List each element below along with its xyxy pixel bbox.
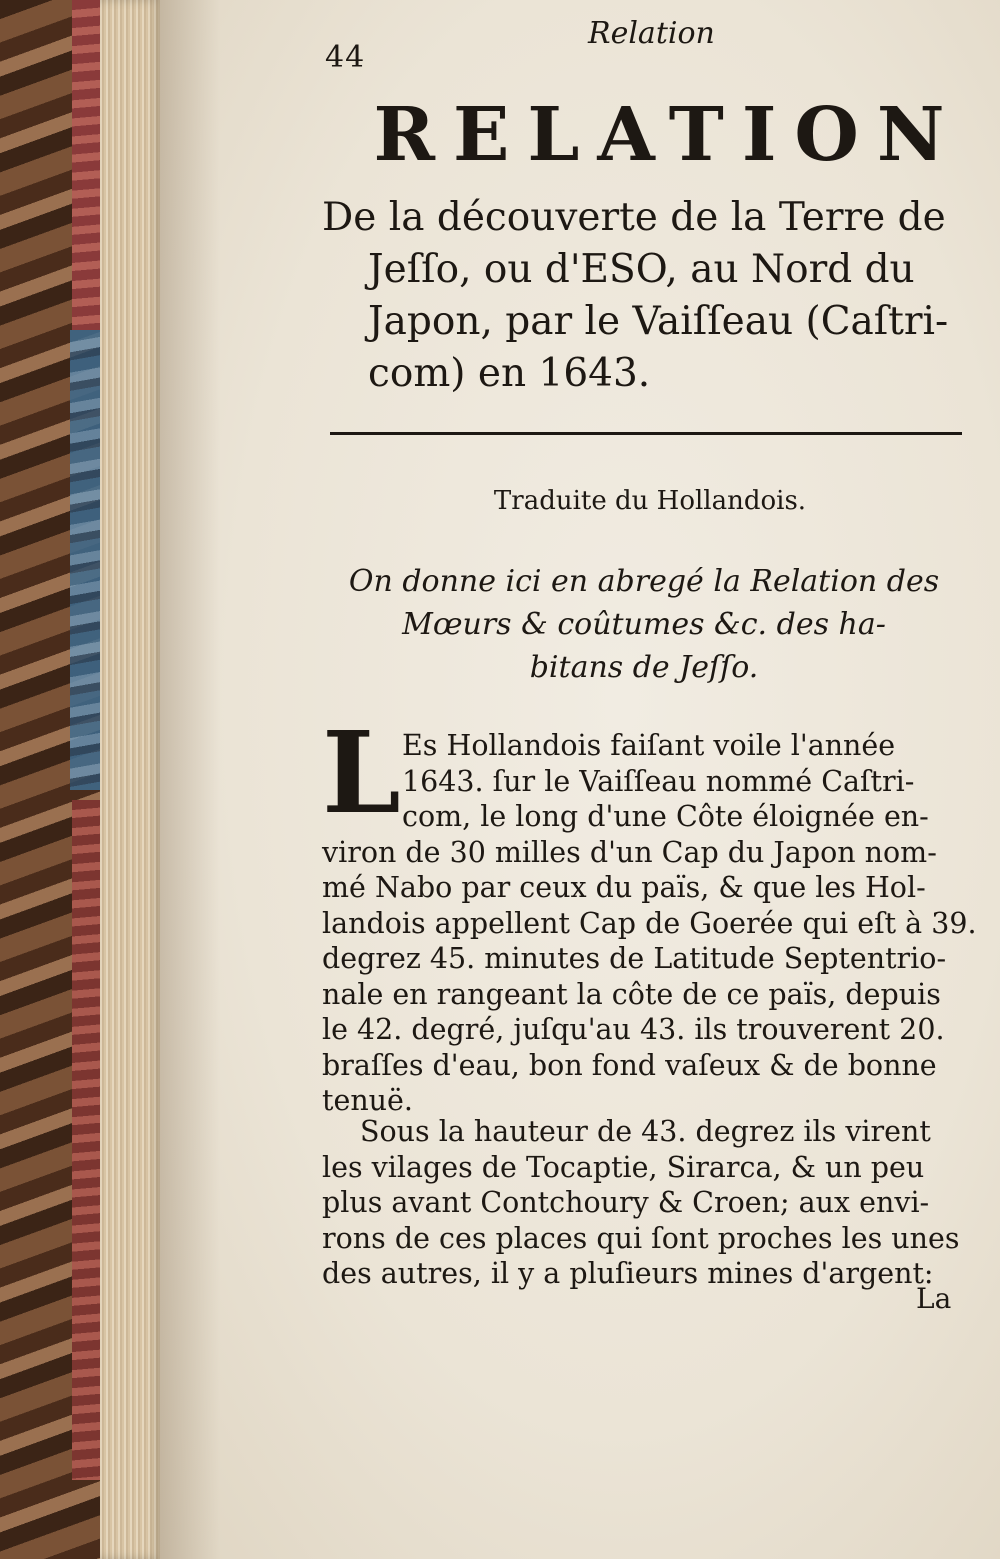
horizontal-rule <box>330 432 962 435</box>
drop-cap: L <box>322 708 401 839</box>
page-edges <box>100 0 162 1559</box>
abstract-note <box>346 560 942 689</box>
text-line: plus avant Contchoury & Croen; aux envi- <box>322 1186 930 1219</box>
text-line: degrez 45. minutes de Latitude Septentrio- <box>322 942 947 975</box>
text-line: Es Hollandois faiſant voile l'année <box>402 729 896 762</box>
text-line: des autres, il y a pluſieurs mines d'argent: <box>322 1257 934 1290</box>
text-line: Sous la hauteur de 43. degrez ils virent <box>360 1115 931 1148</box>
text-line: les vilages de Tocaptie, Sirarca, & un peu <box>322 1150 925 1184</box>
book-page <box>160 0 1000 1559</box>
text-line: le 42. degré, juſqu'au 43. ils trouverent 20. <box>322 1013 945 1046</box>
abstract-line: On donne ici en abregé la Relation des <box>348 564 940 599</box>
subtitle-line: De la découverte de la Terre de <box>322 195 946 240</box>
text-line: com, le long d'une Côte éloignée en- <box>402 800 929 833</box>
subtitle-line: com) en 1643. <box>368 351 651 396</box>
subtitle-line: Jeſſo, ou d'ESO, au Nord du <box>368 247 915 292</box>
text-line: rons de ces places qui ſont proches les unes <box>322 1221 960 1255</box>
running-head: Relation <box>588 16 715 51</box>
subtitle-line: Japon, par le Vaiſſeau (Caſtri- <box>368 299 949 344</box>
paragraph-1 <box>322 728 977 1119</box>
text-line: braſſes d'eau, bon fond vaſeux & de bonne <box>322 1048 937 1082</box>
gutter-shadow <box>160 0 220 1559</box>
page-number: 44 <box>325 40 366 75</box>
paragraph-2 <box>322 1114 960 1292</box>
translation-note: Traduite du Hollandois. <box>493 486 807 516</box>
text-line: 1643. ſur le Vaiſſeau nommé Caſtri- <box>402 764 915 798</box>
page-title: RELATION <box>373 92 963 178</box>
text-line: tenuë. <box>322 1084 413 1117</box>
abstract-line: bitans de Jeſſo. <box>529 650 759 685</box>
text-line: nale en rangeant la côte de ce païs, depuis <box>322 977 941 1011</box>
text-line: landois appellent Cap de Goerée qui eſt à 39. <box>322 906 977 940</box>
text-line: viron de 30 milles d'un Cap du Japon nom- <box>322 835 937 869</box>
catchword: La <box>916 1282 952 1315</box>
text-line: mé Nabo par ceux du païs, & que les Hol- <box>322 871 926 904</box>
abstract-line: Mœurs & coûtumes &c. des ha- <box>402 607 886 642</box>
subtitle <box>322 192 962 400</box>
